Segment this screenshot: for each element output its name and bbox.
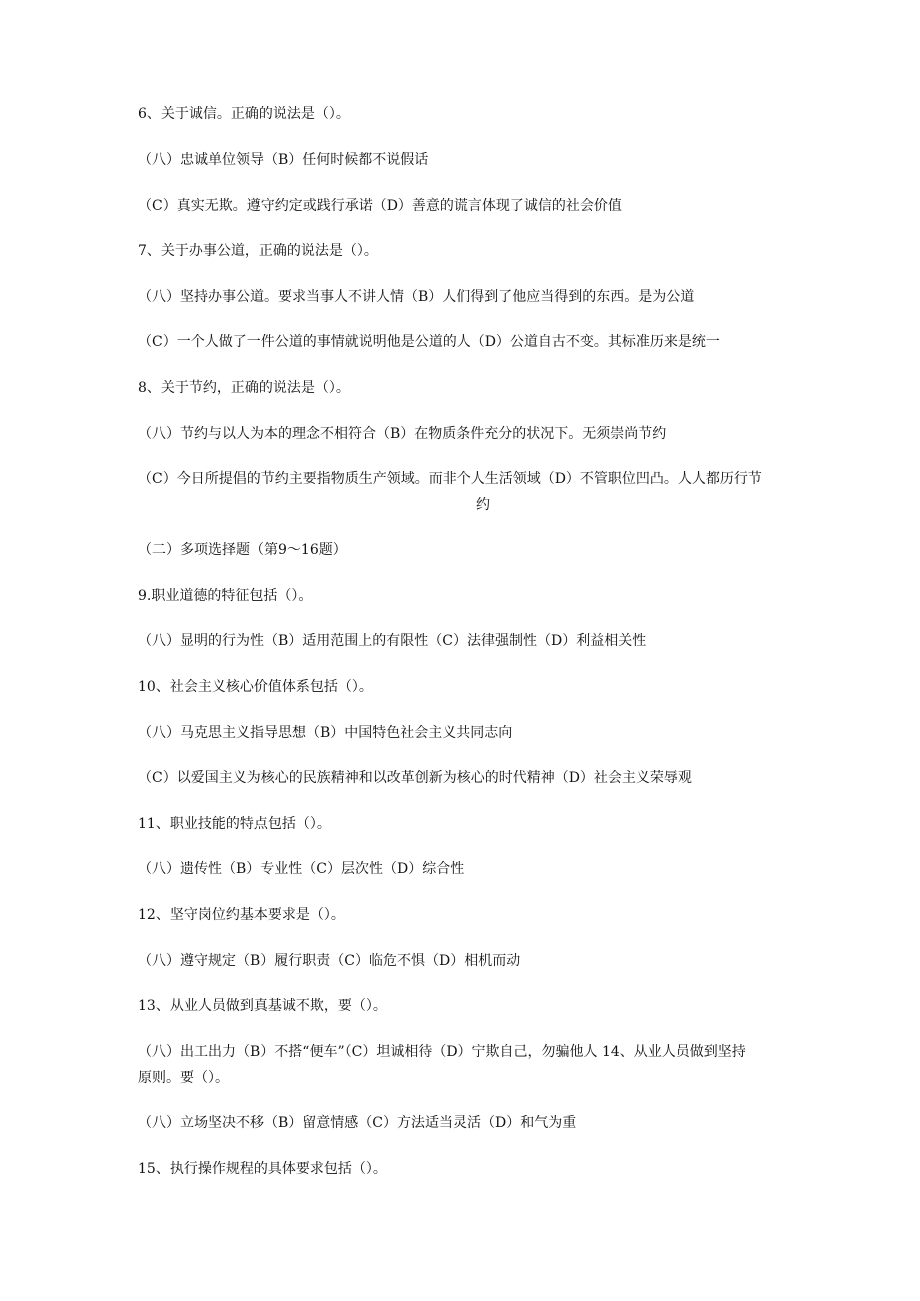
question-15: 15、执行操作规程的具体要求包括（）。 xyxy=(138,1161,387,1177)
question-8-options-ab: （八）节约与以人为本的理念不相符合（B）在物质条件充分的状况下。无须崇尚节约 xyxy=(138,426,667,442)
question-12: 12、坚守岗位约基本要求是（）。 xyxy=(138,907,345,923)
question-13-options: （八）出工出力（B）不搭“便车”（C）坦诚相待（D）宁欺自己，勿骗他人 14、从业人员做到坚持 xyxy=(138,1044,746,1060)
question-9: 9.职业道德的特征包括（）。 xyxy=(138,588,313,604)
question-6: 6、关于诚信。正确的说法是（）。 xyxy=(138,106,350,122)
question-7: 7、关于办事公道，正确的说法是（）。 xyxy=(138,243,378,259)
question-9-options: （八）显明的行为性（B）适用范围上的有限性（C）法律强制性（D）利益相关性 xyxy=(138,633,647,649)
question-11-options: （八）遗传性（B）专业性（C）层次性（D）综合性 xyxy=(138,861,465,877)
question-10-options-cd: （C）以爱国主义为核心的民族精神和以改革创新为核心的时代精神（D）社会主义荣辱观 xyxy=(138,770,692,786)
question-8-options-cd-continued: 约 xyxy=(476,497,490,513)
question-7-options-cd: （C）一个人做了一件公道的事情就说明他是公道的人（D）公道自古不变。其标准历来是统一 xyxy=(138,334,720,350)
question-12-options: （八）遵守规定（B）履行职责（C）临危不惧（D）相机而动 xyxy=(138,953,521,969)
question-6-options-ab: （八）忠诚单位领导（B）任何时候都不说假话 xyxy=(138,152,429,168)
question-7-options-ab: （八）坚持办事公道。要求当事人不讲人情（B）人们得到了他应当得到的东西。是为公道 xyxy=(138,289,695,305)
question-6-options-cd: （C）真实无欺。遵守约定或践行承诺（D）善意的谎言体现了诚信的社会价值 xyxy=(138,198,622,214)
question-8: 8、关于节约，正确的说法是（）。 xyxy=(138,380,350,396)
question-14-continued: 原则。要（）。 xyxy=(138,1070,229,1086)
question-14-options: （八）立场坚决不移（B）留意情感（C）方法适当灵活（D）和气为重 xyxy=(138,1115,577,1131)
question-10-options-ab: （八）马克思主义指导思想（B）中国特色社会主义共同志向 xyxy=(138,725,513,741)
question-8-options-cd: （C）今日所提倡的节约主要指物质生产领域。而非个人生活领域（D）不管职位凹凸。人人都历行节 xyxy=(138,471,762,487)
section-heading-multiple-choice: （二）多项选择题（第9～16题） xyxy=(138,542,347,558)
question-11: 11、职业技能的特点包括（）。 xyxy=(138,816,331,832)
question-10: 10、社会主义核心价值体系包括（）。 xyxy=(138,679,373,695)
question-13: 13、从业人员做到真基诚不欺，要（）。 xyxy=(138,998,387,1014)
